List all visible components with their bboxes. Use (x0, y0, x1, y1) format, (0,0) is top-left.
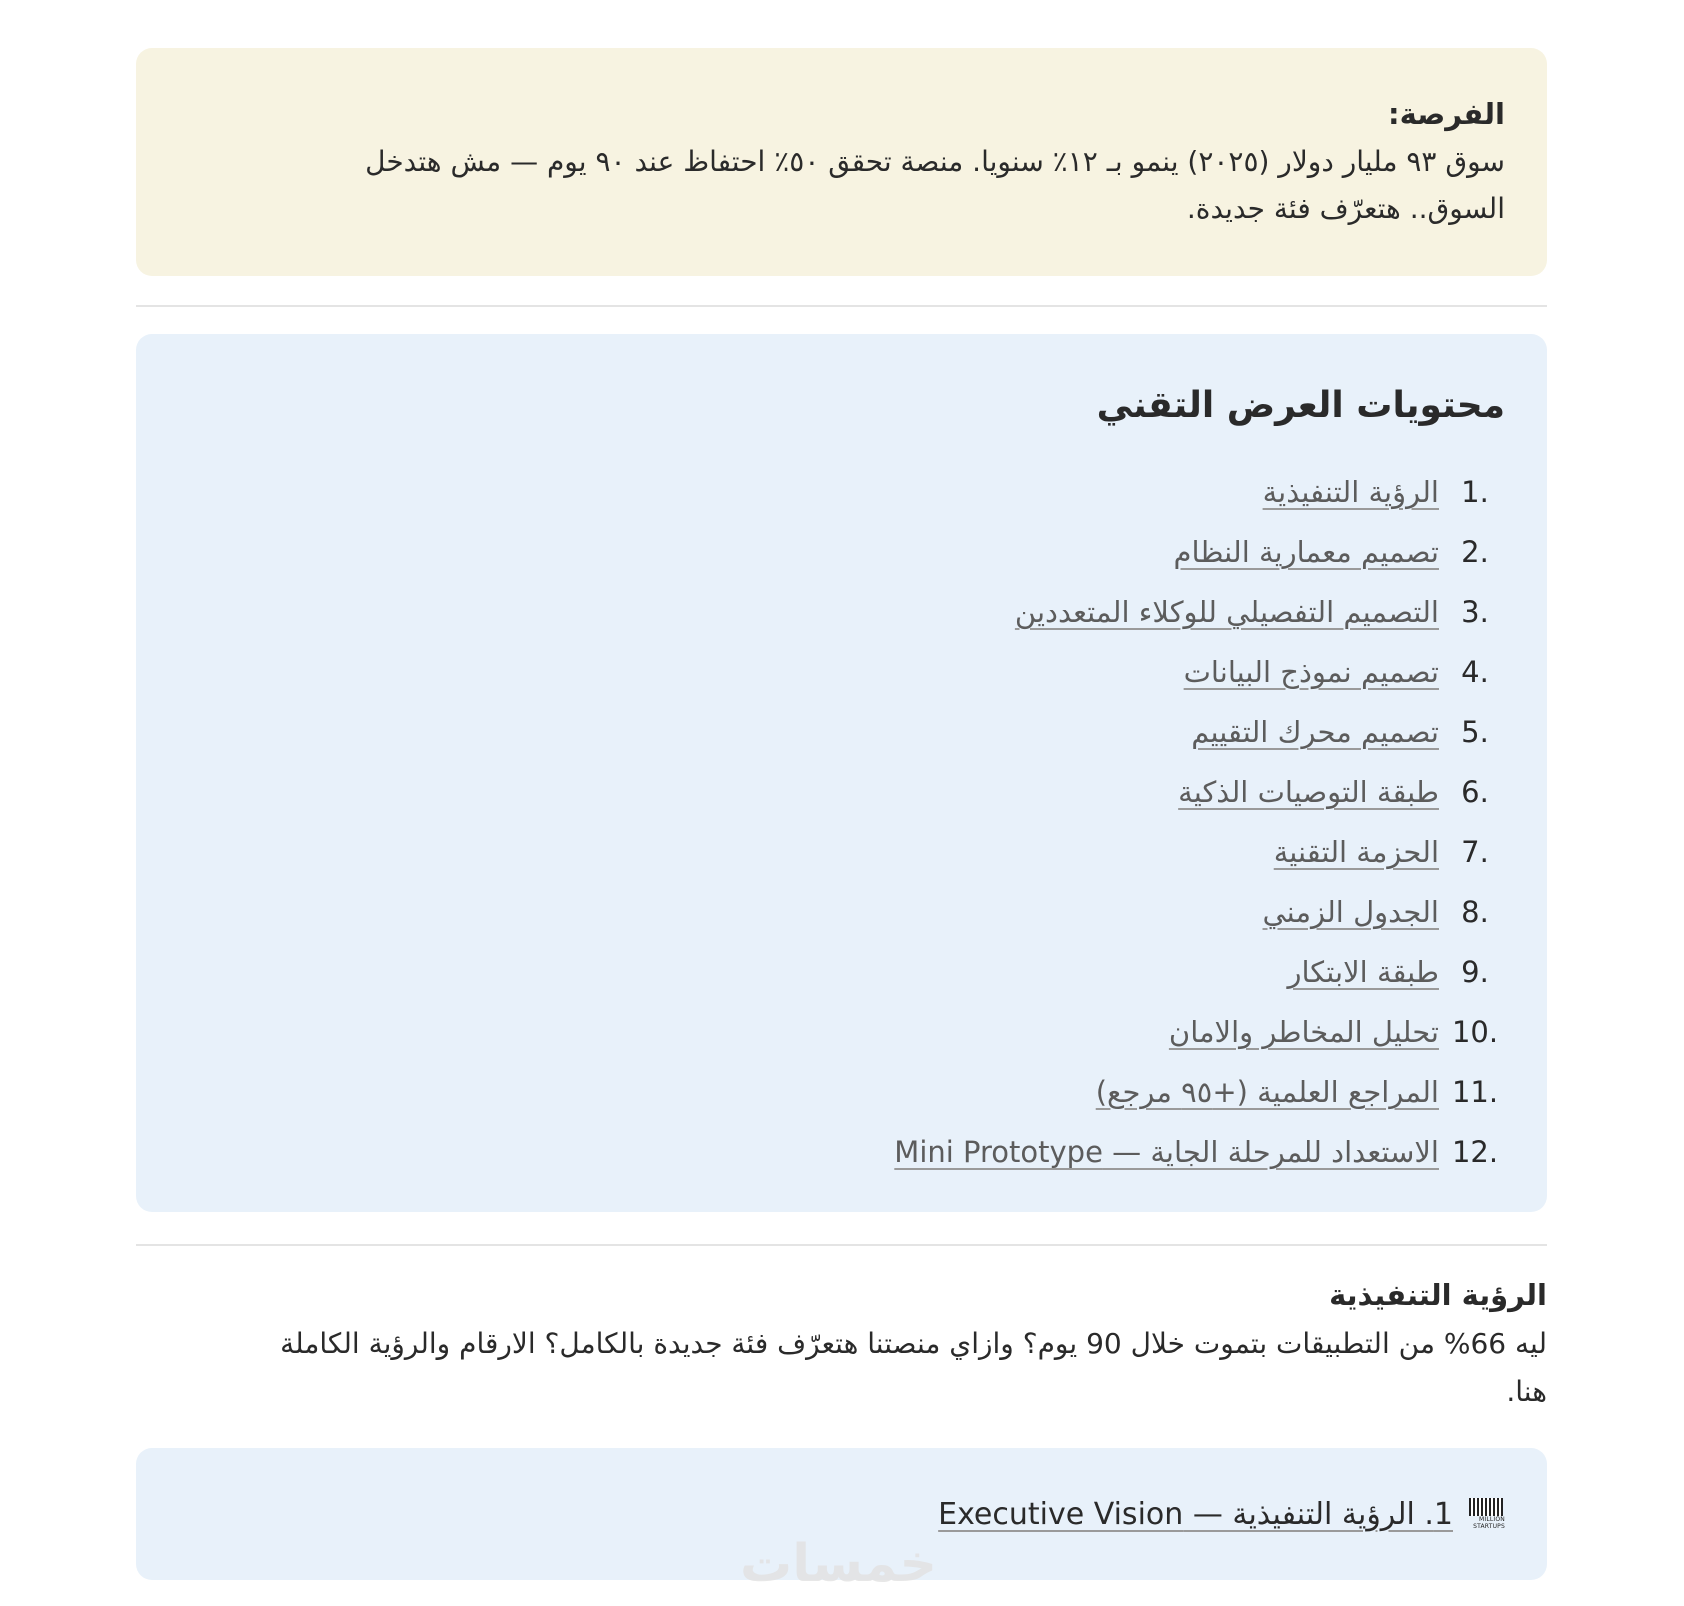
toc-item (178, 882, 1505, 942)
watermark: خمسات (740, 1534, 938, 1594)
toc-item-number: 1. (1461, 475, 1489, 509)
toc-link-references[interactable]: المراجع العلمية (+٩٥ مرجع) (1095, 1075, 1439, 1109)
opportunity-label: الفرصة: (1388, 97, 1505, 131)
divider (136, 1244, 1547, 1246)
toc-item-number: 4. (1461, 655, 1489, 689)
executive-heading: الرؤية التنفيذية (1329, 1278, 1547, 1312)
toc-item-number: 3. (1461, 595, 1489, 629)
executive-vision-link[interactable]: 1. الرؤية التنفيذية — Executive Vision (938, 1496, 1453, 1532)
toc-item (178, 582, 1505, 642)
toc-link-multi-agent-design[interactable]: التصميم التفصيلي للوكلاء المتعددين (1014, 595, 1439, 629)
toc-list (178, 462, 1505, 1182)
executive-line-2: هنا. (1506, 1375, 1547, 1408)
toc-item (178, 462, 1505, 522)
executive-section (136, 1272, 1547, 1416)
toc-item-number: 12. (1451, 1135, 1499, 1169)
toc-item (178, 822, 1505, 882)
table-of-contents (136, 334, 1547, 1212)
executive-link-card (136, 1448, 1547, 1580)
logo-text: MILLION STARTUPS (1473, 1516, 1505, 1530)
toc-link-executive-vision[interactable]: الرؤية التنفيذية (1262, 475, 1439, 509)
opportunity-line-1: سوق ٩٣ مليار دولار (٢٠٢٥) ينمو بـ ١٢٪ سنويا. منصة تحقق ٥٠٪ احتفاظ عند ٩٠ يوم — مش هتدخل (365, 145, 1505, 178)
toc-link-next-phase[interactable]: الاستعداد للمرحلة الجاية — Mini Prototype (894, 1135, 1439, 1169)
toc-link-evaluation-engine[interactable]: تصميم محرك التقييم (1191, 715, 1439, 749)
opportunity-callout (136, 48, 1547, 276)
toc-item-number: 9. (1461, 955, 1489, 989)
toc-title: محتويات العرض التقني (1096, 385, 1505, 426)
toc-item (178, 942, 1505, 1002)
toc-item-number: 2. (1461, 535, 1489, 569)
toc-item (178, 762, 1505, 822)
toc-link-data-model[interactable]: تصميم نموذج البيانات (1183, 655, 1439, 689)
opportunity-line-2: السوق.. هتعرّف فئة جديدة. (1186, 192, 1505, 225)
toc-item-number: 10. (1451, 1015, 1499, 1049)
toc-item (178, 1062, 1505, 1122)
toc-item-number: 5. (1461, 715, 1489, 749)
toc-link-timeline[interactable]: الجدول الزمني (1262, 895, 1439, 929)
divider (136, 305, 1547, 307)
toc-item (178, 702, 1505, 762)
toc-item-number: 7. (1461, 835, 1489, 869)
toc-link-smart-recommendations[interactable]: طبقة التوصيات الذكية (1178, 775, 1439, 809)
toc-link-risk-security[interactable]: تحليل المخاطر والامان (1168, 1015, 1439, 1049)
executive-text (136, 1320, 1547, 1416)
toc-item-number: 6. (1461, 775, 1489, 809)
toc-item (178, 1122, 1505, 1182)
toc-item-number: 11. (1451, 1075, 1499, 1109)
toc-item (178, 522, 1505, 582)
toc-item (178, 1002, 1505, 1062)
executive-line-1: ليه 66% من التطبيقات بتموت خلال 90 يوم؟ وازاي منصتنا هتعرّف فئة جديدة بالكامل؟ الارقام والرؤية الكاملة (280, 1327, 1547, 1360)
toc-link-tech-stack[interactable]: الحزمة التقنية (1273, 835, 1439, 869)
logo-barcode (1469, 1498, 1503, 1516)
toc-link-innovation-layer[interactable]: طبقة الابتكار (1287, 955, 1439, 989)
toc-item (178, 642, 1505, 702)
opportunity-text (178, 138, 1505, 232)
toc-item-number: 8. (1461, 895, 1489, 929)
toc-link-system-architecture[interactable]: تصميم معمارية النظام (1173, 535, 1439, 569)
million-startups-logo-icon (1467, 1498, 1505, 1530)
